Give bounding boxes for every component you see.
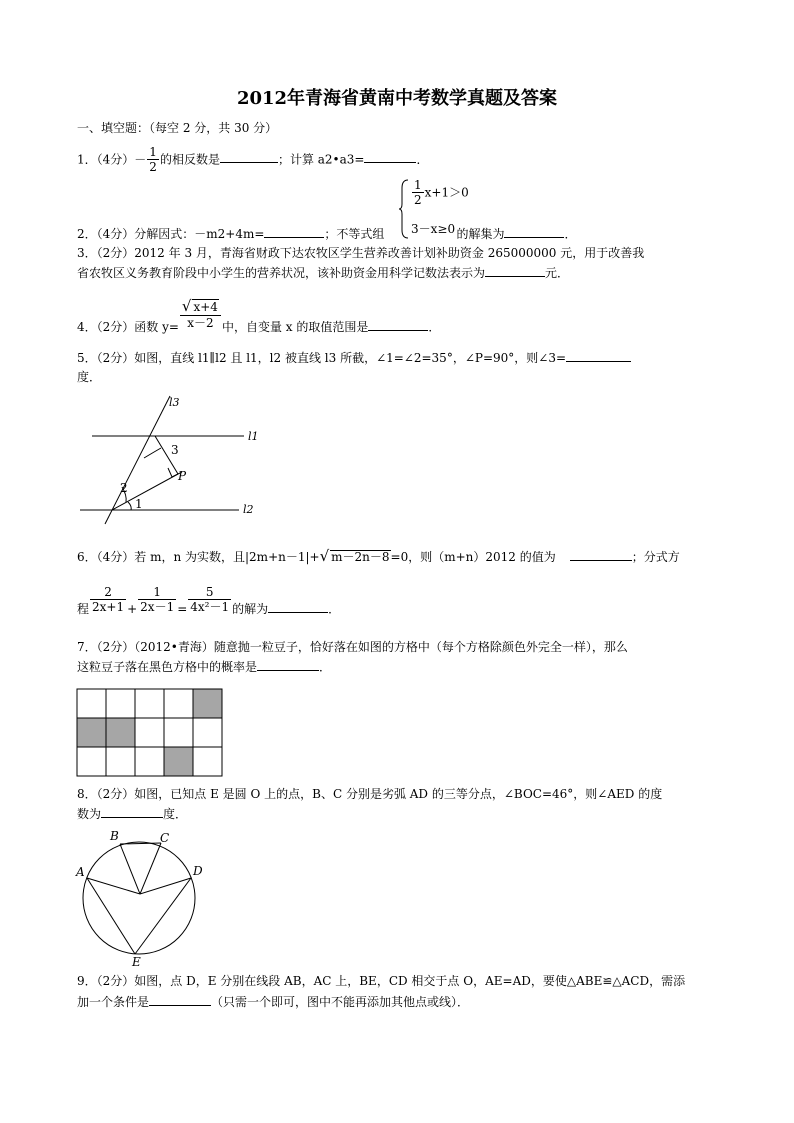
label-c: C <box>160 831 170 845</box>
question-6-line1 <box>77 548 680 565</box>
label-angle2: 2 <box>120 481 128 495</box>
angle3-arc <box>144 448 161 458</box>
q2-inequality-system <box>398 178 478 242</box>
label-l2: l2 <box>243 503 254 516</box>
question-9-line2 <box>77 996 469 1010</box>
question-7-line1: 7．（2分）（2012•青海）随意抛一粒豆子，恰好落在如图的方格中（每个方格除颜色外完全一样），那么 <box>77 640 628 654</box>
q1-end: ． <box>416 152 429 167</box>
grid-cell <box>193 718 222 747</box>
grid-cell <box>164 718 193 747</box>
grid-cell <box>77 689 106 718</box>
label-l3: l3 <box>169 396 180 409</box>
q6-frac2: $\frac{1}{2x-1}$ <box>140 585 175 615</box>
q1-frac-num: 1 <box>149 145 157 159</box>
grid-cell-black <box>193 689 222 718</box>
q8-blank[interactable] <box>101 817 163 818</box>
q5-text: 5．（2分）如图，直线 l1∥l2 且 l1，l2 被直线 l3 所截，∠1=∠2=35°，∠P=90°，则∠3= <box>77 351 567 365</box>
segment-ob <box>120 844 140 894</box>
q5-figure <box>74 392 274 532</box>
page-title: 2012年青海省黄南中考数学真题及答案 <box>236 88 558 109</box>
q6-blank1[interactable] <box>570 560 632 561</box>
label-e: E <box>132 955 141 968</box>
q6-text2: ；分式方 <box>631 550 680 564</box>
q4-fraction <box>180 297 221 330</box>
grid-cell <box>135 689 164 718</box>
question-9-line1: 9．（2分）如图，点 D，E 分别在线段 AB，AC 上，BE，CD 相交于点 O，AE=AD，要使△ABE≌△ACD，需添 <box>77 974 686 988</box>
q1-prefix: 1．（4分） <box>77 152 135 167</box>
q1-text2: ；计算 a2•a3= <box>277 152 365 167</box>
q9-text2: （只需一个即可，图中不能再添加其他点或线）． <box>211 995 470 1009</box>
q6-prefix: 6．（4分）若 m，n 为实数，且|2m+n－1|+ <box>77 550 320 564</box>
q2-blank2[interactable] <box>504 237 564 238</box>
question-2 <box>77 228 576 242</box>
question-3-line1: 3．（2分）2012 年 3 月，青海省财政下达农牧区学生营养改善计划补助资金 265000000 元，用于改善我 <box>77 246 645 260</box>
q2-ineq1-rest: x+1＞0 <box>424 185 469 200</box>
grid-cell <box>135 718 164 747</box>
grid-cell <box>77 747 106 776</box>
q4-blank[interactable] <box>368 330 428 331</box>
q4-radicand: x+4 <box>193 300 218 314</box>
q5-blank[interactable] <box>566 361 631 362</box>
q6-frac1: $\frac{2}{2x+1}$ <box>92 585 125 615</box>
q8-figure <box>72 828 212 968</box>
q7-text: 这粒豆子落在黑色方格中的概率是 <box>77 660 258 674</box>
q6-frac3: $\frac{5}{\text{4x²－1}}$ <box>190 585 230 615</box>
q2-blank1[interactable] <box>264 237 324 238</box>
question-5-line2: 度． <box>77 370 102 384</box>
grid-cell-black <box>164 747 193 776</box>
q8-text: 数为 <box>77 807 102 821</box>
q3-text: 省农牧区义务教育阶段中小学生的营养状况，该补助资金用科学记数法表示为 <box>77 266 486 280</box>
q2-prefix: 2．（4分）分解因式：－m2+4m= <box>77 227 265 241</box>
label-l1: l1 <box>248 430 259 443</box>
label-a: A <box>76 865 85 879</box>
question-4 <box>77 297 441 334</box>
segment-de <box>135 878 191 954</box>
grid-cell <box>106 747 135 776</box>
segment-ae <box>87 878 135 954</box>
q6-radicand: m－2n－8 <box>331 550 390 564</box>
q3-blank[interactable] <box>485 276 545 277</box>
question-1 <box>77 145 429 175</box>
grid-cell <box>193 747 222 776</box>
q4-den: x－2 <box>187 316 214 330</box>
question-5-line1 <box>77 352 631 366</box>
brace-icon <box>398 178 410 240</box>
q6-blank2[interactable] <box>268 612 328 613</box>
question-7-line2: 这粒豆子落在黑色方格中的概率是 ． <box>77 660 332 674</box>
q7-grid <box>76 688 224 778</box>
q2-text1: ；不等式组 <box>324 227 385 241</box>
label-b: B <box>110 829 119 843</box>
label-angle1: 1 <box>135 497 143 511</box>
segment-oc <box>140 843 161 894</box>
label-p: P <box>178 469 187 483</box>
label-d: D <box>193 864 203 878</box>
q2-end: ． <box>564 227 577 241</box>
section-heading: 一、填空题：（每空 2 分，共 30 分） <box>77 121 278 135</box>
question-8-line1: 8．（2分）如图，已知点 E 是圆 O 上的点，B、C 分别是劣弧 AD 的三等分点，∠BOC=46°，则∠AED 的度 <box>77 787 663 801</box>
grid-cell <box>164 689 193 718</box>
grid-cell <box>106 689 135 718</box>
question-6-line2: 程 $\frac{2}{2x+1}$ + $\frac{1}{2x-1}$ = $\frac{5}{\text{4x²－1}}$ 的解为 ． <box>77 585 341 617</box>
q1-fraction <box>147 145 159 175</box>
q2-ineq1-num: 1 <box>414 178 422 192</box>
q1-blank1[interactable] <box>220 162 278 163</box>
q6-text3: 的解为 <box>232 602 269 617</box>
q1-frac-den: 2 <box>149 160 157 175</box>
q6-cheng: 程 <box>77 602 90 617</box>
question-8-line2: 数为 度． <box>77 807 188 821</box>
q2-text2: 的解集为 <box>456 227 505 241</box>
q3-end: 元． <box>545 266 570 280</box>
q4-end: ． <box>428 320 441 334</box>
sqrt-icon: √ <box>319 547 330 565</box>
q2-ineq1 <box>411 178 469 208</box>
q9-blank[interactable] <box>149 1005 211 1006</box>
q9-text1: 加一个条件是 <box>77 995 150 1009</box>
q2-ineq1-den: 2 <box>414 193 422 208</box>
q7-blank[interactable] <box>257 670 319 671</box>
grid-cell-black <box>106 718 135 747</box>
q4-prefix: 4．（2分）函数 y= <box>77 320 179 334</box>
grid-cell-black <box>77 718 106 747</box>
q1-blank2[interactable] <box>364 162 416 163</box>
q1-text1: 的相反数是 <box>159 152 220 167</box>
q4-num: √ x+4 <box>180 297 221 316</box>
angle1-arc <box>128 502 131 510</box>
q4-text: 中，自变量 x 的取值范围是 <box>221 320 369 334</box>
q6-text1: =0，则（m+n）2012 的值为 <box>390 550 556 564</box>
question-3-line2 <box>77 267 569 281</box>
q1-minus: － <box>134 152 147 167</box>
label-angle3: 3 <box>171 443 179 457</box>
grid-cell <box>135 747 164 776</box>
q2-ineq2: 3－x≥0 <box>411 222 456 236</box>
